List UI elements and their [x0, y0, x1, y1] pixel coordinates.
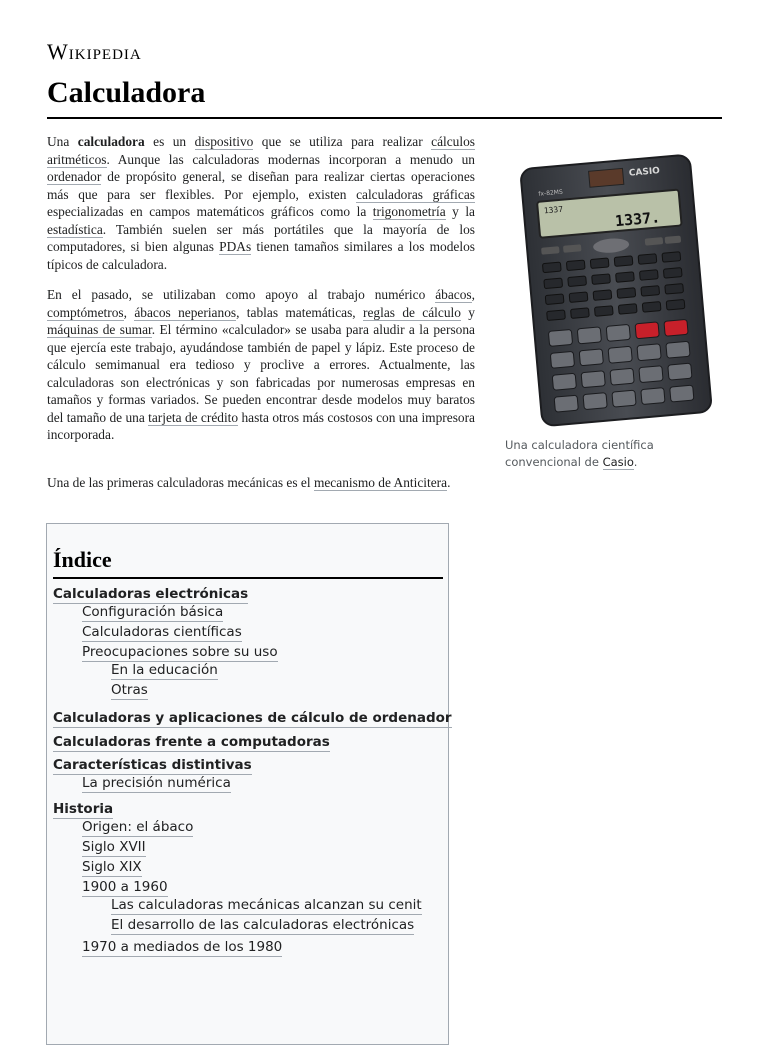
link-ordenador[interactable]: ordenador: [47, 169, 102, 184]
link-abacos-neperianos[interactable]: ábacos neperianos: [134, 304, 237, 320]
title-divider: [47, 117, 722, 119]
scientific-key: [568, 276, 587, 287]
number-key: [637, 344, 661, 361]
scientific-key: [665, 284, 684, 295]
scientific-key: [542, 262, 561, 273]
wikipedia-logo[interactable]: Wikipedia: [47, 39, 142, 64]
number-key: [579, 349, 603, 366]
link-trigonometria[interactable]: trigonometría: [372, 204, 446, 219]
link-comptometros[interactable]: comptómetros: [47, 304, 124, 320]
number-key: [610, 368, 634, 385]
scientific-key: [571, 308, 590, 319]
model-label: fx-82MS: [538, 188, 564, 198]
scientific-key: [544, 278, 563, 289]
scientific-key: [638, 254, 657, 265]
toc-item-level-3[interactable]: En la educación: [111, 662, 218, 678]
display-input: 1337: [543, 204, 564, 216]
toc-item-level-2[interactable]: 1970 a mediados de los 1980: [82, 939, 283, 955]
display-result: 1337.: [614, 208, 661, 231]
number-key: [577, 327, 601, 344]
number-key: [552, 373, 576, 390]
scientific-key: [663, 268, 682, 279]
link-reglas-de-calculo[interactable]: reglas de cálculo: [363, 304, 461, 320]
toc-title: Índice: [53, 547, 112, 572]
toc-item-level-2[interactable]: 1900 a 1960: [82, 879, 168, 895]
number-key: [608, 346, 632, 363]
toc-item-level-3[interactable]: Otras: [111, 682, 148, 698]
calculator-photo[interactable]: [505, 150, 717, 435]
link-calculadoras-graficas[interactable]: calculadoras gráficas: [356, 186, 475, 202]
link-tarjeta-de-credito[interactable]: tarjeta de crédito: [148, 409, 239, 425]
number-key: [583, 393, 607, 410]
scientific-key: [590, 258, 609, 269]
scientific-key: [545, 294, 564, 305]
toc-item-level-3[interactable]: El desarrollo de las calculadoras electrónicas: [111, 917, 415, 933]
toc-item-level-2[interactable]: Siglo XVII: [82, 839, 146, 855]
scientific-key: [662, 252, 681, 263]
toc-item-level-2[interactable]: Siglo XIX: [82, 859, 142, 875]
scientific-key: [593, 290, 612, 301]
scientific-key: [642, 302, 661, 313]
number-key: [635, 322, 659, 339]
link-dispositivo[interactable]: dispositivo: [194, 134, 254, 149]
link-casio[interactable]: Casio: [602, 455, 634, 469]
scientific-key: [641, 286, 660, 297]
scientific-key: [666, 299, 685, 310]
number-key: [668, 363, 692, 380]
toc-item-level-1[interactable]: Calculadoras frente a computadoras: [53, 734, 330, 750]
link-calculos-aritmeticos[interactable]: cálculos aritméticos: [47, 134, 475, 167]
scientific-key: [616, 272, 635, 283]
scientific-key: [547, 310, 566, 321]
scientific-key: [566, 260, 585, 271]
bold-term: calculadora: [77, 134, 145, 149]
toc-item-level-3[interactable]: Las calculadoras mecánicas alcanzan su cenit: [111, 897, 422, 913]
number-key: [666, 341, 690, 358]
history-paragraph: En el pasado, se utilizaban como apoyo al trabajo numérico ábacos, comptómetros, ábacos neperianos, tablas matemáticas, reglas de cálculo y máquinas de sumar. El término «calculador» se usaba para aludir a la persona que ejercía este trabajo, ayudándose también de papel y lápiz. Este proceso de cálculo semimanual era tedioso y proclive a errores. Actualmente, las calculadoras son electrónicas y son fabricadas por numerosas empresas en tamaños y formas variados. Se pueden encontrar desde modelos muy baratos del tamaño de una tarjeta de crédito hasta otros más costosos con una impresora incorporada.: [47, 287, 476, 442]
number-key: [550, 351, 574, 368]
number-key: [612, 390, 636, 407]
number-key: [606, 324, 630, 341]
table-of-contents: [46, 523, 452, 1045]
number-key: [581, 371, 605, 388]
scientific-key: [618, 304, 637, 315]
toc-item-level-2[interactable]: Configuración básica: [82, 604, 224, 620]
toc-item-level-2[interactable]: Calculadoras científicas: [82, 624, 242, 640]
toc-divider: [53, 577, 443, 579]
brand-label: CASIO: [628, 166, 661, 179]
anticitera-paragraph: Una de las primeras calculadoras mecánicas es el mecanismo de Anticitera.: [47, 475, 451, 490]
page-title: Calculadora: [47, 76, 206, 109]
intro-paragraph: Una calculadora es un dispositivo que se utiliza para realizar cálculos aritméticos. Aunque las calculadoras modernas incorporan a menudo un ordenador de propósito general, se diseñan para realizar ciertas operaciones más que para ser flexibles. Por ejemplo, existen calculadoras gráficas especializadas en campos matemáticos gráficos como la trigonometría y la estadística. También suelen ser más portátiles que la mayoría de los computadores, si bien algunas PDAs tienen tamaños similares a los modelos típicos de calculadora.: [47, 134, 475, 272]
solar-panel: [589, 168, 624, 187]
number-key: [670, 385, 694, 402]
scientific-key: [594, 306, 613, 317]
link-mecanismo-de-anticitera[interactable]: mecanismo de Anticitera: [313, 475, 448, 490]
number-key: [554, 395, 578, 412]
figure-caption: Una calculadora científica convencional de Casio.: [505, 438, 654, 469]
toc-item-level-1[interactable]: Calculadoras electrónicas: [53, 586, 249, 602]
link-pdas[interactable]: PDAs: [219, 239, 252, 254]
toc-item-level-1[interactable]: Historia: [53, 801, 114, 817]
link-maquinas-de-sumar[interactable]: máquinas de sumar: [47, 322, 152, 337]
number-key: [641, 388, 665, 405]
toc-item-level-1[interactable]: Calculadoras y aplicaciones de cálculo de ordenador: [53, 710, 452, 726]
toc-item-level-1[interactable]: Características distintivas: [53, 757, 252, 773]
scientific-key: [614, 256, 633, 267]
toc-item-level-2[interactable]: Origen: el ábaco: [82, 819, 194, 835]
toc-item-level-2[interactable]: Preocupaciones sobre su uso: [82, 644, 278, 660]
number-key: [548, 329, 572, 346]
number-key: [639, 366, 663, 383]
scientific-key: [617, 288, 636, 299]
toc-item-level-2[interactable]: La precisión numérica: [82, 775, 231, 791]
number-key: [664, 319, 688, 336]
link-estadistica[interactable]: estadística: [47, 221, 103, 237]
scientific-key: [592, 274, 611, 285]
scientific-key: [639, 270, 658, 281]
scientific-key: [569, 292, 588, 303]
link-abacos[interactable]: ábacos: [435, 287, 472, 302]
